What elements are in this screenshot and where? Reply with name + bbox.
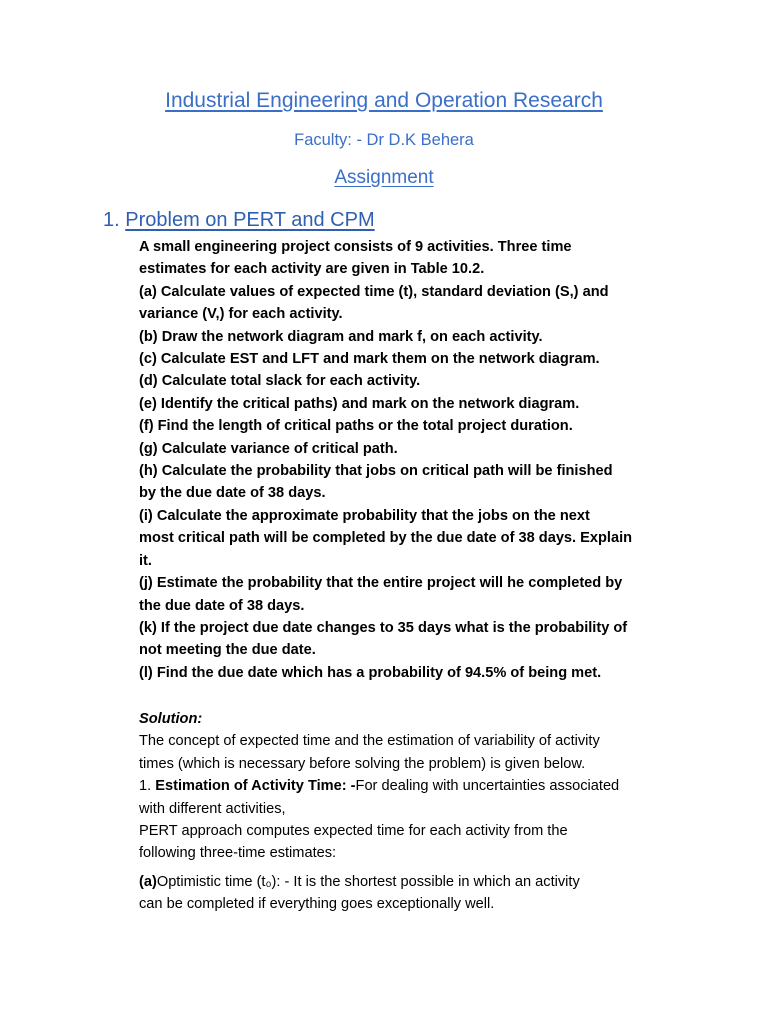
solution-line: with different activities, <box>139 800 286 817</box>
section-title: Problem on PERT and CPM <box>125 209 375 231</box>
solution-item-1 <box>139 775 699 797</box>
item-marker: (a) <box>139 873 157 890</box>
solution-line: The concept of expected time and the estimation of variability of activity <box>139 733 600 750</box>
solution-label: Solution: <box>139 711 203 727</box>
problem-line: (c) Calculate EST and LFT and mark them on the network diagram. <box>139 351 600 368</box>
problem-line: (l) Find the due date which has a probability of 94.5% of being met. <box>139 664 602 681</box>
problem-line: not meeting the due date. <box>139 642 316 659</box>
item-number: 1. <box>139 778 156 795</box>
document-title: Industrial Engineering and Operation Research <box>165 89 603 112</box>
problem-line: estimates for each activity are given in Table 10.2. <box>139 261 485 278</box>
problem-line: (k) If the project due date changes to 35 days what is the probability of <box>139 619 628 636</box>
solution-section <box>139 708 699 916</box>
item-text: For dealing with uncertainties associated <box>355 778 620 795</box>
solution-line: times (which is necessary before solving the problem) is given below. <box>139 755 586 772</box>
section-heading <box>103 209 375 232</box>
assignment-heading: Assignment <box>334 167 434 188</box>
problem-line: (d) Calculate total slack for each activity. <box>139 373 421 390</box>
item-heading: Estimation of Activity Time: - <box>155 778 356 795</box>
solution-line: can be completed if everything goes exceptionally well. <box>139 896 495 913</box>
problem-line: (e) Identify the critical paths) and mark on the network diagram. <box>139 395 580 412</box>
problem-line: (b) Draw the network diagram and mark f, on each activity. <box>139 328 543 345</box>
problem-line: it. <box>139 552 152 569</box>
item-text: Optimistic time (t₀): - It is the shortest possible in which an activity <box>156 873 580 890</box>
problem-line: (g) Calculate variance of critical path. <box>139 440 398 457</box>
problem-line: (a) Calculate values of expected time (t), standard deviation (S,) and <box>139 283 609 300</box>
solution-line: PERT approach computes expected time for each activity from the <box>139 823 568 840</box>
problem-line: most critical path will be completed by the due date of 38 days. Explain <box>139 530 633 547</box>
problem-line: (i) Calculate the approximate probability that the jobs on the next <box>139 507 590 524</box>
problem-line: (f) Find the length of critical paths or the total project duration. <box>139 418 573 435</box>
problem-line: the due date of 38 days. <box>139 597 305 614</box>
problem-line: A small engineering project consists of 9 activities. Three time <box>139 239 572 255</box>
section-number: 1. <box>103 209 120 231</box>
solution-line: following three-time estimates: <box>139 845 337 862</box>
problem-statement <box>139 236 699 684</box>
problem-line: (h) Calculate the probability that jobs on critical path will be finished <box>139 463 613 480</box>
problem-line: (j) Estimate the probability that the entire project will he completed by <box>139 575 623 592</box>
problem-line: variance (V,) for each activity. <box>139 306 343 323</box>
problem-line: by the due date of 38 days. <box>139 485 326 502</box>
solution-item-a <box>139 871 699 893</box>
faculty-line: Faculty: - Dr D.K Behera <box>294 131 474 149</box>
